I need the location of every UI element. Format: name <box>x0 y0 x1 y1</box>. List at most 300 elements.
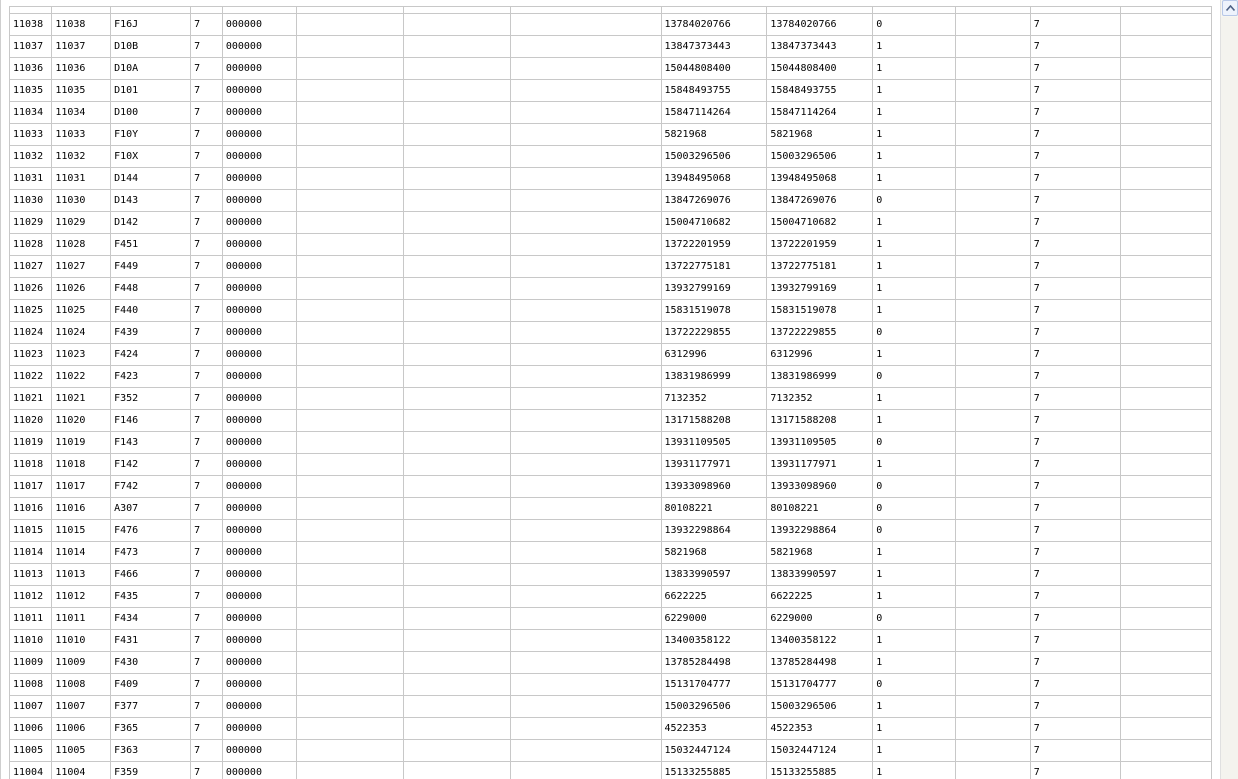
table-cell-phone[interactable]: 13171588208 <box>661 410 767 432</box>
table-cell-c13[interactable] <box>1121 520 1212 542</box>
table-cell-no[interactable]: 11004 <box>52 762 111 779</box>
table-cell-c11[interactable] <box>955 542 1030 564</box>
table-cell-c6[interactable] <box>296 168 403 190</box>
table-cell-type[interactable]: 7 <box>191 168 223 190</box>
table-cell-flag[interactable]: 1 <box>873 234 955 256</box>
table-cell-c7[interactable] <box>403 498 510 520</box>
table-cell-spacer[interactable] <box>510 410 661 432</box>
table-cell-phone2[interactable]: 6229000 <box>767 608 873 630</box>
table-cell-no[interactable]: 11035 <box>52 80 111 102</box>
table-cell-flag[interactable]: 1 <box>873 278 955 300</box>
table-cell-code[interactable]: F435 <box>111 586 191 608</box>
table-cell-code[interactable]: F434 <box>111 608 191 630</box>
table-row[interactable] <box>10 630 1212 652</box>
table-cell-spacer[interactable] <box>510 388 661 410</box>
table-cell-id[interactable]: 11027 <box>10 256 52 278</box>
table-cell-spacer[interactable] <box>510 278 661 300</box>
table-cell-no[interactable]: 11032 <box>52 146 111 168</box>
table-cell-phone[interactable]: 15004710682 <box>661 212 767 234</box>
table-cell-c11[interactable] <box>955 718 1030 740</box>
table-cell-c7[interactable] <box>403 564 510 586</box>
table-cell-type[interactable]: 7 <box>191 300 223 322</box>
table-cell-c13[interactable] <box>1121 762 1212 779</box>
table-cell-pwd[interactable]: 000000 <box>222 366 296 388</box>
table-cell-phone2[interactable]: 15831519078 <box>767 300 873 322</box>
table-cell-pwd[interactable]: 000000 <box>222 344 296 366</box>
table-cell-type[interactable]: 7 <box>191 718 223 740</box>
table-cell-val[interactable]: 7 <box>1030 564 1121 586</box>
table-cell-c6[interactable] <box>296 652 403 674</box>
table-cell-spacer[interactable] <box>510 344 661 366</box>
table-cell-pwd[interactable]: 000000 <box>222 542 296 564</box>
table-cell-c11[interactable] <box>955 564 1030 586</box>
table-cell-c11[interactable] <box>955 168 1030 190</box>
table-row[interactable] <box>10 234 1212 256</box>
table-cell-no[interactable]: 11012 <box>52 586 111 608</box>
table-cell-phone2[interactable]: 5821968 <box>767 542 873 564</box>
table-cell-val[interactable]: 7 <box>1030 498 1121 520</box>
table-cell-pwd[interactable]: 000000 <box>222 168 296 190</box>
table-cell-c6[interactable] <box>296 278 403 300</box>
table-cell[interactable] <box>222 7 296 14</box>
table-cell-flag[interactable]: 0 <box>873 366 955 388</box>
table-cell-c6[interactable] <box>296 14 403 36</box>
table-cell-no[interactable]: 11028 <box>52 234 111 256</box>
table-cell[interactable] <box>191 7 223 14</box>
table-cell-c7[interactable] <box>403 14 510 36</box>
table-cell-phone[interactable]: 6229000 <box>661 608 767 630</box>
table-cell-pwd[interactable]: 000000 <box>222 520 296 542</box>
table-cell-id[interactable]: 11016 <box>10 498 52 520</box>
table-cell-no[interactable]: 11014 <box>52 542 111 564</box>
table-cell-val[interactable]: 7 <box>1030 674 1121 696</box>
table-cell-type[interactable]: 7 <box>191 542 223 564</box>
table-cell[interactable] <box>873 7 955 14</box>
table-cell-id[interactable]: 11023 <box>10 344 52 366</box>
table-cell-phone[interactable]: 7132352 <box>661 388 767 410</box>
table-cell-no[interactable]: 11007 <box>52 696 111 718</box>
table-cell-code[interactable]: F439 <box>111 322 191 344</box>
table-cell-id[interactable]: 11028 <box>10 234 52 256</box>
table-row[interactable] <box>10 652 1212 674</box>
table-cell-id[interactable]: 11018 <box>10 454 52 476</box>
table-cell-code[interactable]: F377 <box>111 696 191 718</box>
table-cell-no[interactable]: 11031 <box>52 168 111 190</box>
table-cell[interactable] <box>661 7 767 14</box>
table-cell-c7[interactable] <box>403 520 510 542</box>
table-cell-val[interactable]: 7 <box>1030 630 1121 652</box>
table-cell-c13[interactable] <box>1121 476 1212 498</box>
table-cell-type[interactable]: 7 <box>191 102 223 124</box>
table-row[interactable] <box>10 212 1212 234</box>
table-cell-id[interactable]: 11037 <box>10 36 52 58</box>
table-cell-no[interactable]: 11027 <box>52 256 111 278</box>
table-row[interactable] <box>10 432 1212 454</box>
table-cell-pwd[interactable]: 000000 <box>222 322 296 344</box>
table-cell-type[interactable]: 7 <box>191 80 223 102</box>
table-cell-code[interactable]: D144 <box>111 168 191 190</box>
table-cell-c13[interactable] <box>1121 344 1212 366</box>
table-cell-phone2[interactable]: 13931109505 <box>767 432 873 454</box>
table-cell-phone[interactable]: 4522353 <box>661 718 767 740</box>
table-cell-c6[interactable] <box>296 432 403 454</box>
table-cell-flag[interactable]: 1 <box>873 454 955 476</box>
table-cell-flag[interactable]: 1 <box>873 212 955 234</box>
table-cell-c6[interactable] <box>296 212 403 234</box>
table-cell-val[interactable]: 7 <box>1030 762 1121 779</box>
table-cell-c11[interactable] <box>955 586 1030 608</box>
table-cell-no[interactable]: 11013 <box>52 564 111 586</box>
table-cell-c7[interactable] <box>403 146 510 168</box>
table-cell-pwd[interactable]: 000000 <box>222 476 296 498</box>
table-cell-pwd[interactable]: 000000 <box>222 388 296 410</box>
table-cell[interactable] <box>296 7 403 14</box>
table-cell-c6[interactable] <box>296 740 403 762</box>
table-cell-type[interactable]: 7 <box>191 344 223 366</box>
table-cell-c7[interactable] <box>403 344 510 366</box>
table-cell-type[interactable]: 7 <box>191 740 223 762</box>
table-cell-flag[interactable]: 0 <box>873 432 955 454</box>
table-row[interactable] <box>10 520 1212 542</box>
table-cell-c7[interactable] <box>403 542 510 564</box>
table-cell-val[interactable]: 7 <box>1030 58 1121 80</box>
table-cell-c7[interactable] <box>403 36 510 58</box>
table-cell-flag[interactable]: 1 <box>873 564 955 586</box>
table-cell-c7[interactable] <box>403 102 510 124</box>
table-cell-c7[interactable] <box>403 410 510 432</box>
table-cell-type[interactable]: 7 <box>191 36 223 58</box>
table-row[interactable] <box>10 366 1212 388</box>
table-cell-phone[interactable]: 15003296506 <box>661 146 767 168</box>
table-cell-val[interactable]: 7 <box>1030 14 1121 36</box>
table-cell-type[interactable]: 7 <box>191 674 223 696</box>
table-row[interactable] <box>10 718 1212 740</box>
table-cell-c11[interactable] <box>955 366 1030 388</box>
table-cell-val[interactable]: 7 <box>1030 696 1121 718</box>
table-cell[interactable] <box>767 7 873 14</box>
table-cell-id[interactable]: 11011 <box>10 608 52 630</box>
table-cell-no[interactable]: 11030 <box>52 190 111 212</box>
table-cell-id[interactable]: 11009 <box>10 652 52 674</box>
table-cell-type[interactable]: 7 <box>191 124 223 146</box>
table-cell-spacer[interactable] <box>510 586 661 608</box>
table-cell-c13[interactable] <box>1121 410 1212 432</box>
table-cell-type[interactable]: 7 <box>191 212 223 234</box>
table-cell-id[interactable]: 11014 <box>10 542 52 564</box>
table-cell-c13[interactable] <box>1121 432 1212 454</box>
table-cell-code[interactable]: F742 <box>111 476 191 498</box>
table-cell-phone[interactable]: 15044808400 <box>661 58 767 80</box>
table-cell-phone[interactable]: 13932799169 <box>661 278 767 300</box>
table-cell-c13[interactable] <box>1121 696 1212 718</box>
table-cell-spacer[interactable] <box>510 80 661 102</box>
table-cell-c11[interactable] <box>955 146 1030 168</box>
table-cell-phone2[interactable]: 15004710682 <box>767 212 873 234</box>
table-cell-code[interactable]: F146 <box>111 410 191 432</box>
table-cell-pwd[interactable]: 000000 <box>222 454 296 476</box>
table-cell-c7[interactable] <box>403 190 510 212</box>
table-cell-phone2[interactable]: 13785284498 <box>767 652 873 674</box>
table-cell-spacer[interactable] <box>510 718 661 740</box>
table-cell-code[interactable]: F10Y <box>111 124 191 146</box>
table-cell-code[interactable]: A307 <box>111 498 191 520</box>
table-cell-id[interactable]: 11006 <box>10 718 52 740</box>
table-cell-flag[interactable]: 1 <box>873 630 955 652</box>
table-cell-type[interactable]: 7 <box>191 630 223 652</box>
table-cell-c6[interactable] <box>296 674 403 696</box>
table-cell-c13[interactable] <box>1121 740 1212 762</box>
table-cell-phone2[interactable]: 15044808400 <box>767 58 873 80</box>
table-cell-c7[interactable] <box>403 80 510 102</box>
table-cell-phone[interactable]: 13933098960 <box>661 476 767 498</box>
table-cell-flag[interactable]: 1 <box>873 542 955 564</box>
table-cell-no[interactable]: 11025 <box>52 300 111 322</box>
table-cell-phone2[interactable]: 13847373443 <box>767 36 873 58</box>
table-cell[interactable] <box>10 7 52 14</box>
table-cell[interactable] <box>510 7 661 14</box>
table-cell-code[interactable]: D143 <box>111 190 191 212</box>
table-cell-pwd[interactable]: 000000 <box>222 740 296 762</box>
table-cell-c7[interactable] <box>403 454 510 476</box>
table-cell-c7[interactable] <box>403 762 510 779</box>
table-cell-code[interactable]: F16J <box>111 14 191 36</box>
table-cell[interactable] <box>403 7 510 14</box>
table-cell-type[interactable]: 7 <box>191 608 223 630</box>
table-cell-phone2[interactable]: 13932298864 <box>767 520 873 542</box>
table-cell-phone[interactable]: 13931177971 <box>661 454 767 476</box>
table-cell-spacer[interactable] <box>510 674 661 696</box>
table-cell-c11[interactable] <box>955 322 1030 344</box>
table-cell-id[interactable]: 11019 <box>10 432 52 454</box>
table-cell-spacer[interactable] <box>510 234 661 256</box>
table-cell-c7[interactable] <box>403 234 510 256</box>
table-cell-c7[interactable] <box>403 300 510 322</box>
table-cell-val[interactable]: 7 <box>1030 234 1121 256</box>
table-cell-c11[interactable] <box>955 410 1030 432</box>
table-cell-no[interactable]: 11021 <box>52 388 111 410</box>
table-cell-flag[interactable]: 0 <box>873 498 955 520</box>
table-cell-c11[interactable] <box>955 608 1030 630</box>
table-cell-val[interactable]: 7 <box>1030 322 1121 344</box>
table-cell-val[interactable]: 7 <box>1030 476 1121 498</box>
table-cell-c6[interactable] <box>296 564 403 586</box>
table-row[interactable] <box>10 564 1212 586</box>
table-cell-spacer[interactable] <box>510 256 661 278</box>
table-cell-id[interactable]: 11032 <box>10 146 52 168</box>
table-cell-c7[interactable] <box>403 630 510 652</box>
table-cell-code[interactable]: F363 <box>111 740 191 762</box>
table-cell-c6[interactable] <box>296 36 403 58</box>
table-cell-no[interactable]: 11036 <box>52 58 111 80</box>
table-cell-c6[interactable] <box>296 366 403 388</box>
table-cell-phone2[interactable]: 13932799169 <box>767 278 873 300</box>
table-cell-val[interactable]: 7 <box>1030 586 1121 608</box>
table-cell-c6[interactable] <box>296 344 403 366</box>
table-cell-type[interactable]: 7 <box>191 652 223 674</box>
vertical-scrollbar[interactable] <box>1220 0 1238 779</box>
table-cell-type[interactable]: 7 <box>191 696 223 718</box>
table-cell-pwd[interactable]: 000000 <box>222 652 296 674</box>
table-cell-c13[interactable] <box>1121 234 1212 256</box>
table-cell-no[interactable]: 11024 <box>52 322 111 344</box>
table-row[interactable] <box>10 498 1212 520</box>
table-cell-spacer[interactable] <box>510 476 661 498</box>
table-cell-phone[interactable]: 13400358122 <box>661 630 767 652</box>
table-cell-pwd[interactable]: 000000 <box>222 102 296 124</box>
table-cell-flag[interactable]: 1 <box>873 58 955 80</box>
table-cell-phone2[interactable]: 13400358122 <box>767 630 873 652</box>
table-cell-phone2[interactable]: 13847269076 <box>767 190 873 212</box>
table-cell-type[interactable]: 7 <box>191 520 223 542</box>
table-cell-c6[interactable] <box>296 630 403 652</box>
table-cell-c11[interactable] <box>955 630 1030 652</box>
table-cell-c6[interactable] <box>296 696 403 718</box>
table-cell-no[interactable]: 11010 <box>52 630 111 652</box>
table-cell-phone2[interactable]: 15131704777 <box>767 674 873 696</box>
table-cell-flag[interactable]: 1 <box>873 300 955 322</box>
table-cell-c6[interactable] <box>296 146 403 168</box>
table-cell-id[interactable]: 11008 <box>10 674 52 696</box>
table-cell-no[interactable]: 11008 <box>52 674 111 696</box>
table-cell-id[interactable]: 11004 <box>10 762 52 779</box>
table-cell-phone[interactable]: 5821968 <box>661 124 767 146</box>
table-cell-val[interactable]: 7 <box>1030 718 1121 740</box>
table-cell-pwd[interactable]: 000000 <box>222 256 296 278</box>
table-row[interactable] <box>10 410 1212 432</box>
table-cell-phone[interactable]: 6312996 <box>661 344 767 366</box>
table-cell-spacer[interactable] <box>510 146 661 168</box>
table-cell-c13[interactable] <box>1121 190 1212 212</box>
table-cell[interactable] <box>111 7 191 14</box>
table-cell-phone[interactable]: 80108221 <box>661 498 767 520</box>
table-cell-val[interactable]: 7 <box>1030 256 1121 278</box>
table-cell-pwd[interactable]: 000000 <box>222 36 296 58</box>
table-cell-type[interactable]: 7 <box>191 762 223 779</box>
table-cell-no[interactable]: 11011 <box>52 608 111 630</box>
table-row[interactable] <box>10 58 1212 80</box>
table-cell-val[interactable]: 7 <box>1030 388 1121 410</box>
table-cell-pwd[interactable]: 000000 <box>222 58 296 80</box>
table-cell-type[interactable]: 7 <box>191 432 223 454</box>
table-cell-c6[interactable] <box>296 102 403 124</box>
table-cell-flag[interactable]: 1 <box>873 102 955 124</box>
table-cell-pwd[interactable]: 000000 <box>222 630 296 652</box>
table-cell-phone[interactable]: 6622225 <box>661 586 767 608</box>
table-cell-c13[interactable] <box>1121 124 1212 146</box>
table-cell-id[interactable]: 11022 <box>10 366 52 388</box>
table-cell-phone[interactable]: 13722229855 <box>661 322 767 344</box>
table-cell-spacer[interactable] <box>510 58 661 80</box>
table-cell-code[interactable]: F365 <box>111 718 191 740</box>
table-cell-phone2[interactable]: 13722775181 <box>767 256 873 278</box>
table-cell-no[interactable]: 11015 <box>52 520 111 542</box>
table-cell-c7[interactable] <box>403 366 510 388</box>
table-cell-c13[interactable] <box>1121 300 1212 322</box>
table-cell-c13[interactable] <box>1121 278 1212 300</box>
table-cell-c7[interactable] <box>403 432 510 454</box>
table-cell-phone[interactable]: 13931109505 <box>661 432 767 454</box>
table-cell-c11[interactable] <box>955 388 1030 410</box>
table-cell-flag[interactable]: 1 <box>873 146 955 168</box>
table-cell-val[interactable]: 7 <box>1030 278 1121 300</box>
table-cell-id[interactable]: 11007 <box>10 696 52 718</box>
table-cell-c7[interactable] <box>403 586 510 608</box>
table-cell-pwd[interactable]: 000000 <box>222 410 296 432</box>
table-cell-phone2[interactable]: 5821968 <box>767 124 873 146</box>
table-cell-no[interactable]: 11033 <box>52 124 111 146</box>
table-cell-c13[interactable] <box>1121 608 1212 630</box>
table-cell-c11[interactable] <box>955 80 1030 102</box>
table-cell-c6[interactable] <box>296 124 403 146</box>
table-cell-pwd[interactable]: 000000 <box>222 124 296 146</box>
table-cell-flag[interactable]: 1 <box>873 740 955 762</box>
table-cell-spacer[interactable] <box>510 454 661 476</box>
table-cell-code[interactable]: D142 <box>111 212 191 234</box>
table-cell-pwd[interactable]: 000000 <box>222 190 296 212</box>
table-cell-flag[interactable]: 1 <box>873 256 955 278</box>
table-cell-c6[interactable] <box>296 542 403 564</box>
table-cell[interactable] <box>955 7 1030 14</box>
table-cell-spacer[interactable] <box>510 14 661 36</box>
table-cell-phone[interactable]: 13785284498 <box>661 652 767 674</box>
table-cell-id[interactable]: 11029 <box>10 212 52 234</box>
table-cell-code[interactable]: F143 <box>111 432 191 454</box>
table-row[interactable] <box>10 762 1212 779</box>
table-cell-id[interactable]: 11036 <box>10 58 52 80</box>
table-cell[interactable] <box>1121 7 1212 14</box>
table-cell-val[interactable]: 7 <box>1030 36 1121 58</box>
table-cell-c11[interactable] <box>955 14 1030 36</box>
table-cell-pwd[interactable]: 000000 <box>222 762 296 779</box>
table-cell-pwd[interactable]: 000000 <box>222 278 296 300</box>
table-cell-no[interactable]: 11020 <box>52 410 111 432</box>
table-cell-phone[interactable]: 13722775181 <box>661 256 767 278</box>
table-cell-id[interactable]: 11012 <box>10 586 52 608</box>
table-row[interactable] <box>10 674 1212 696</box>
table-row[interactable] <box>10 168 1212 190</box>
table-cell-type[interactable]: 7 <box>191 278 223 300</box>
table-cell-no[interactable]: 11037 <box>52 36 111 58</box>
table-cell-c11[interactable] <box>955 278 1030 300</box>
table-cell-phone2[interactable]: 13171588208 <box>767 410 873 432</box>
table-cell-no[interactable]: 11019 <box>52 432 111 454</box>
table-row[interactable] <box>10 36 1212 58</box>
table-cell-phone[interactable]: 13722201959 <box>661 234 767 256</box>
table-cell-c6[interactable] <box>296 256 403 278</box>
table-cell-pwd[interactable]: 000000 <box>222 14 296 36</box>
table-cell-spacer[interactable] <box>510 212 661 234</box>
table-cell-val[interactable]: 7 <box>1030 608 1121 630</box>
table-cell-flag[interactable]: 1 <box>873 718 955 740</box>
table-cell-pwd[interactable]: 000000 <box>222 696 296 718</box>
table-cell-c13[interactable] <box>1121 102 1212 124</box>
table-cell-c6[interactable] <box>296 762 403 779</box>
table-cell-phone2[interactable]: 6312996 <box>767 344 873 366</box>
table-cell-val[interactable]: 7 <box>1030 102 1121 124</box>
table-cell-spacer[interactable] <box>510 124 661 146</box>
table-cell-code[interactable]: F142 <box>111 454 191 476</box>
table-cell-spacer[interactable] <box>510 102 661 124</box>
table-cell-pwd[interactable]: 000000 <box>222 718 296 740</box>
table-row[interactable] <box>10 146 1212 168</box>
table-cell-c13[interactable] <box>1121 586 1212 608</box>
table-cell-id[interactable]: 11026 <box>10 278 52 300</box>
table-cell-phone2[interactable]: 15032447124 <box>767 740 873 762</box>
table-cell-flag[interactable]: 0 <box>873 608 955 630</box>
table-cell-c13[interactable] <box>1121 564 1212 586</box>
table-cell-spacer[interactable] <box>510 366 661 388</box>
table-cell-val[interactable]: 7 <box>1030 212 1121 234</box>
